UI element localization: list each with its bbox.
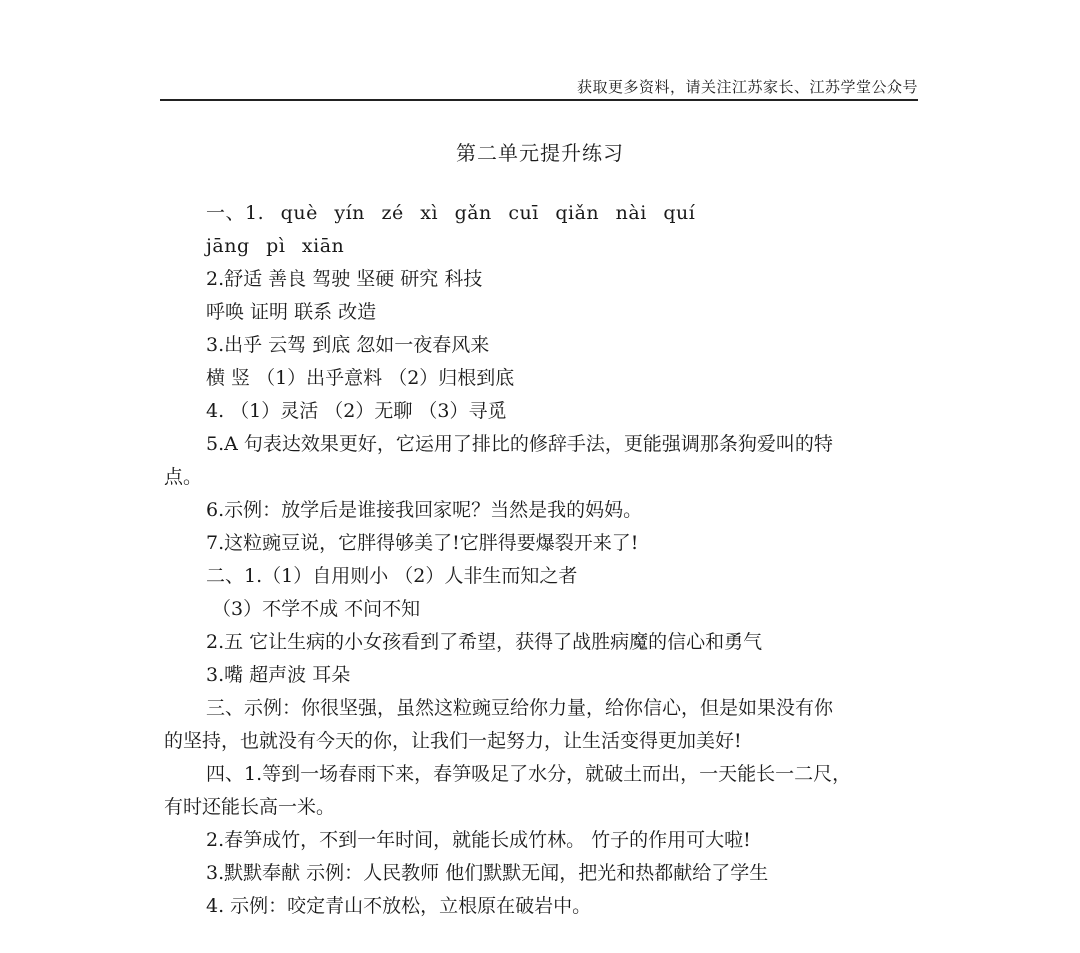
answer-line-2-1-cont: （3）不学不成 不问不知 <box>212 598 421 620</box>
answer-line-1-4: 4. （1）灵活 （2）无聊 （3）寻觅 <box>206 400 507 422</box>
answer-line-4-1-cont: 有时还能长高一米。 <box>164 796 336 818</box>
answer-line-1-3-cont: 横 竖 （1）出乎意料 （2）归根到底 <box>206 367 515 389</box>
answer-line-1-5-cont: 点。 <box>164 466 203 488</box>
answer-line-1-2-cont: 呼唤 证明 联系 改造 <box>206 301 377 323</box>
answer-line-2-2: 2.五 它让生病的小女孩看到了希望，获得了战胜病魔的信心和勇气 <box>206 631 763 653</box>
answer-line-1-1-cont: jāng pì xiān <box>206 235 345 257</box>
header-note: 获取更多资料，请关注江苏家长、江苏学堂公众号 <box>576 78 918 96</box>
answer-line-4-1: 四、1.等到一场春雨下来，春笋吸足了水分，就破土而出，一天能长一二尺， <box>206 763 852 785</box>
answer-line-4-3: 3.默默奉献 示例：人民教师 他们默默无闻，把光和热都献给了学生 <box>206 862 769 884</box>
answer-line-4-2: 2.春笋成竹，不到一年时间，就能长成竹林。 竹子的作用可大啦! <box>206 829 751 851</box>
answer-content <box>164 197 924 923</box>
answer-line-3-cont: 的坚持，也就没有今天的你，让我们一起努力，让生活变得更加美好! <box>164 730 742 752</box>
answer-line-1-6: 6.示例：放学后是谁接我回家呢？当然是我的妈妈。 <box>206 499 643 521</box>
answer-line-1-2: 2.舒适 善良 驾驶 坚硬 研究 科技 <box>206 268 483 290</box>
answer-line-1-1: 一、1. què yín zé xì gǎn cuī qiǎn nài quí <box>206 202 696 224</box>
header-divider <box>160 99 918 101</box>
answer-line-1-5: 5.A 句表达效果更好，它运用了排比的修辞手法，更能强调那条狗爱叫的特 <box>206 433 833 455</box>
answer-line-3: 三、示例：你很坚强，虽然这粒豌豆给你力量，给你信心，但是如果没有你 <box>206 697 834 719</box>
answer-line-4-4: 4. 示例：咬定青山不放松，立根原在破岩中。 <box>206 895 592 917</box>
answer-line-2-3: 3.嘴 超声波 耳朵 <box>206 664 351 686</box>
answer-line-1-7: 7.这粒豌豆说，它胖得够美了!它胖得要爆裂开来了! <box>206 532 639 554</box>
answer-line-2-1: 二、1.（1）自用则小 （2）人非生而知之者 <box>206 565 578 587</box>
page-title: 第二单元提升练习 <box>456 141 624 165</box>
answer-line-1-3: 3.出乎 云驾 到底 忽如一夜春风来 <box>206 334 490 356</box>
